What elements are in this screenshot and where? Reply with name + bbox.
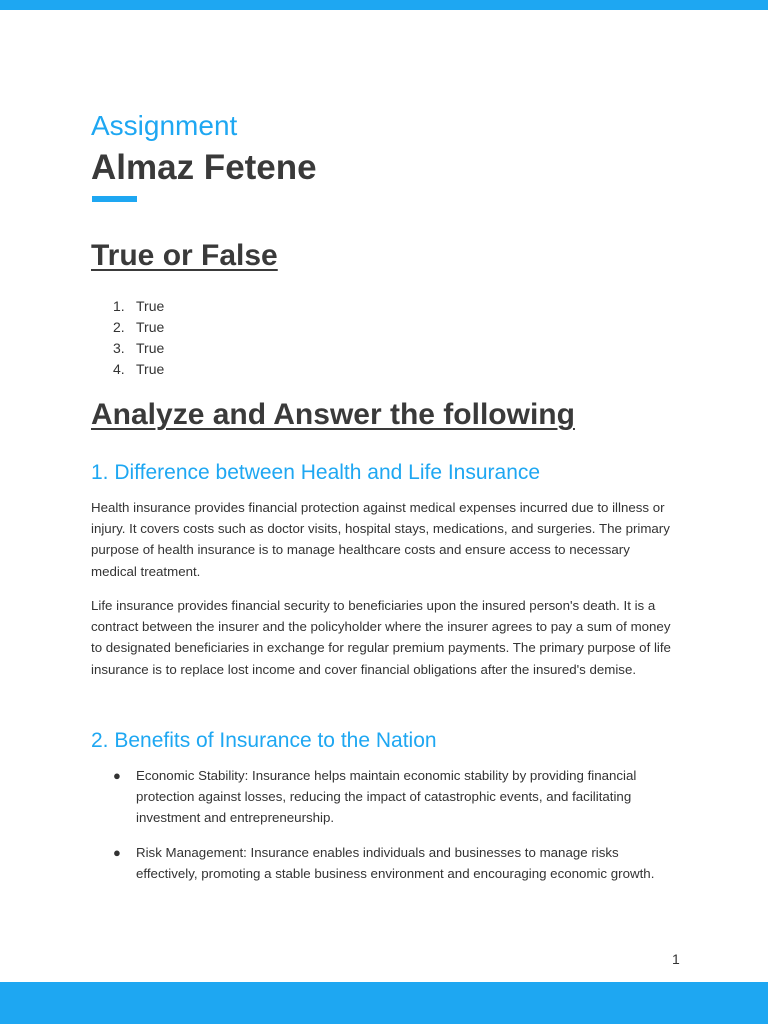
list-item-answer: True bbox=[136, 319, 165, 335]
bullet-text: Economic Stability: Insurance helps maintain economic stability by providing financial protection against losses, reducing the impact of catastrophic events, and facilitating investment and entrepreneurship. bbox=[136, 768, 637, 826]
health-insurance-paragraph: Health insurance provides financial protection against medical expenses incurred due to illness or injury. It covers costs such as doctor visits, hospital stays, medications, and surgeries. The primary purpose of health insurance is to manage healthcare costs and ensure access to necessary medical treatment. bbox=[91, 500, 670, 579]
list-item-number: 2. bbox=[113, 319, 125, 335]
bullet-text: Risk Management: Insurance enables individuals and businesses to manage risks effectively, promoting a stable business environment and encouraging economic growth. bbox=[136, 844, 655, 881]
bullet-icon: ● bbox=[113, 768, 121, 783]
list-item-number: 3. bbox=[113, 340, 125, 356]
document-title: Almaz Fetene bbox=[91, 148, 317, 187]
true-false-heading: True or False bbox=[91, 239, 278, 272]
title-accent-rule bbox=[92, 196, 137, 202]
life-insurance-paragraph: Life insurance provides financial security to beneficiaries upon the insured person's death. It is a contract between the insurer and the policyholder where the insurer agrees to pay a sum of money to designated beneficiaries in exchange for regular premium payments. The primary purpose of life insurance is to replace lost income and cover financial obligations after the insured's demise. bbox=[91, 598, 671, 677]
list-item-answer: True bbox=[136, 340, 165, 356]
question-1-heading: 1. Difference between Health and Life Insurance bbox=[91, 461, 541, 484]
list-item-answer: True bbox=[136, 298, 165, 314]
page-number: 1 bbox=[672, 951, 680, 967]
document-kicker: Assignment bbox=[91, 110, 238, 141]
list-item-number: 4. bbox=[113, 361, 125, 377]
list-item bbox=[91, 765, 681, 829]
bottom-accent-bar bbox=[0, 982, 768, 1024]
list-item-answer: True bbox=[136, 361, 165, 377]
bullet-icon: ● bbox=[113, 844, 121, 860]
list-item-number: 1. bbox=[113, 298, 125, 314]
benefits-list bbox=[91, 765, 681, 897]
question-2-heading: 2. Benefits of Insurance to the Nation bbox=[91, 729, 437, 752]
list-item bbox=[91, 842, 681, 884]
analyze-heading: Analyze and Answer the following bbox=[91, 398, 575, 431]
top-accent-bar bbox=[0, 0, 768, 10]
